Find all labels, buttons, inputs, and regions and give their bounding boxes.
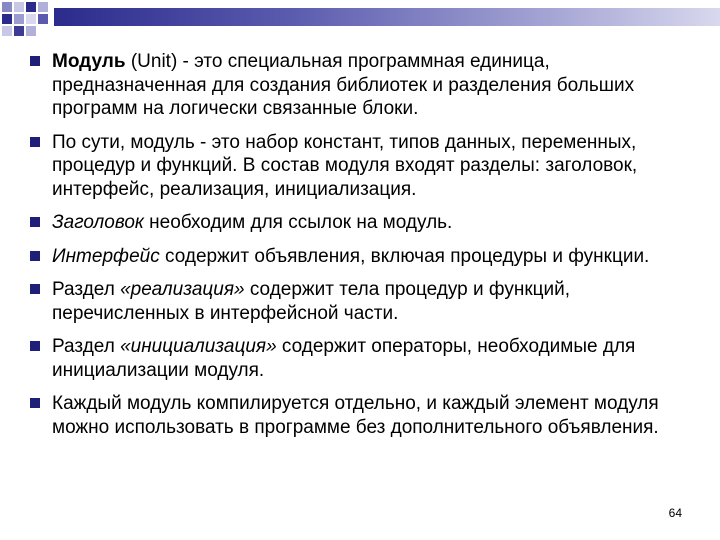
bullet-text: Заголовок bbox=[52, 212, 144, 233]
square-bullet-icon bbox=[30, 251, 40, 261]
bullet-list bbox=[30, 50, 706, 439]
bullet-text: «инициализация» bbox=[120, 336, 277, 357]
header-decoration bbox=[0, 0, 720, 50]
bullet-text: Каждый модуль компилируется отдельно, и каждый элемент модуля можно использовать в программе без дополнительного объявления. bbox=[52, 393, 659, 438]
bullet-text: содержит тела процедур и функций, перечисленных в интерфейсной части. bbox=[52, 279, 571, 324]
bullet-text: Раздел bbox=[52, 279, 121, 300]
bullet-text: (Unit) - это специальная программная единица, предназначенная для создания библиотек и разделения больших программ на логически связанные блоки. bbox=[52, 51, 635, 119]
page-number: 64 bbox=[668, 506, 682, 520]
bullet-item bbox=[30, 335, 706, 382]
bullet-text: По сути, модуль - это набор констант, типов данных, переменных, процедур и функций. В состав модуля входят разделы: заголовок, интерфейс, реализация, инициализация. bbox=[52, 131, 638, 200]
bullet-text: Раздел bbox=[52, 336, 121, 357]
square-bullet-icon bbox=[30, 217, 40, 227]
bullet-item bbox=[30, 245, 706, 269]
square-bullet-icon bbox=[30, 137, 40, 147]
bullet-item bbox=[30, 392, 706, 439]
bullet-text: содержит операторы, необходимые для инициализации модуля. bbox=[52, 336, 636, 381]
bullet-text: Модуль bbox=[52, 51, 126, 72]
bullet-item bbox=[30, 211, 706, 235]
bullet-item bbox=[30, 131, 706, 202]
checker-pattern bbox=[0, 0, 54, 44]
bullet-item bbox=[30, 50, 706, 121]
bullet-item bbox=[30, 278, 706, 325]
bullet-text: «реализация» bbox=[120, 279, 245, 300]
square-bullet-icon bbox=[30, 341, 40, 351]
header-gradient-bar bbox=[54, 8, 720, 26]
bullet-text: Интерфейс bbox=[52, 245, 160, 267]
slide-content bbox=[30, 50, 706, 449]
bullet-text: содержит объявления, включая процедуры и функции. bbox=[159, 245, 650, 267]
bullet-text: необходим для ссылок на модуль. bbox=[143, 212, 453, 233]
square-bullet-icon bbox=[30, 398, 40, 408]
square-bullet-icon bbox=[30, 56, 40, 66]
square-bullet-icon bbox=[30, 284, 40, 294]
